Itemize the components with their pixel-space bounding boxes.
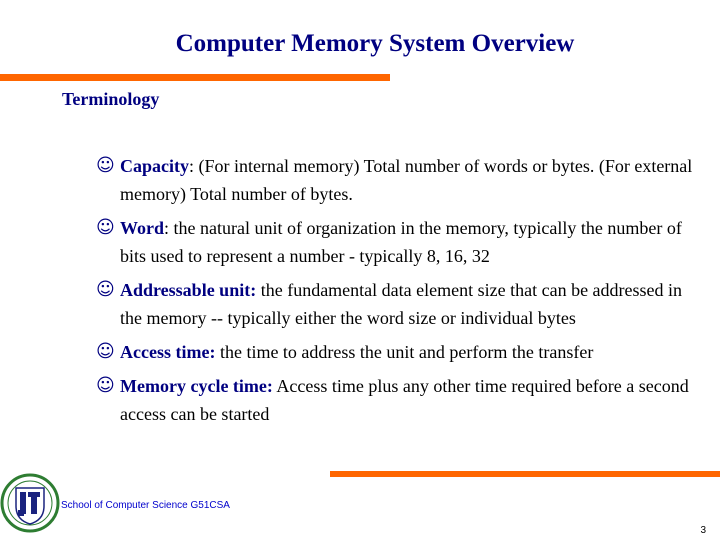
smiley-icon: ☺ — [96, 217, 115, 238]
title-underline-rule — [0, 74, 390, 81]
bullet-term: Word — [120, 218, 165, 238]
footer-rule — [330, 471, 720, 477]
bullet-item — [96, 214, 696, 270]
slide-title: Computer Memory System Overview — [175, 30, 575, 57]
bullet-text: the time to address the unit and perform the transfer — [215, 342, 594, 362]
smiley-icon: ☺ — [96, 155, 115, 176]
page-number: 3 — [700, 525, 706, 536]
smiley-icon: ☺ — [96, 341, 115, 362]
bullet-item — [96, 338, 696, 366]
bullet-text: the fundamental data element size that can be addressed in the memory -- typically either the word size or individual bytes — [120, 280, 683, 328]
bullet-item — [96, 372, 696, 428]
bullet-text: Access time plus any other time required before a second access can be started — [120, 376, 689, 424]
bullet-text: : the natural unit of organization in the memory, typically the number of bits used to represent a number - typically 8, 16, 32 — [120, 218, 682, 266]
smiley-icon: ☺ — [96, 375, 115, 396]
bullet-text: : (For internal memory) Total number of words or bytes. (For external memory) Total number of bytes. — [120, 156, 693, 204]
bullet-term: Memory cycle time: — [120, 376, 273, 396]
bullet-term: Addressable unit: — [120, 280, 257, 300]
bullet-item — [96, 152, 696, 208]
footer-text: School of Computer Science G51CSA — [61, 500, 230, 511]
university-crest-logo — [0, 466, 60, 540]
bullet-item — [96, 276, 696, 332]
bullet-term: Access time: — [120, 342, 216, 362]
smiley-icon: ☺ — [96, 279, 115, 300]
slide-subtitle: Terminology — [62, 89, 160, 109]
bullet-list — [96, 152, 696, 434]
bullet-term: Capacity — [120, 156, 189, 176]
